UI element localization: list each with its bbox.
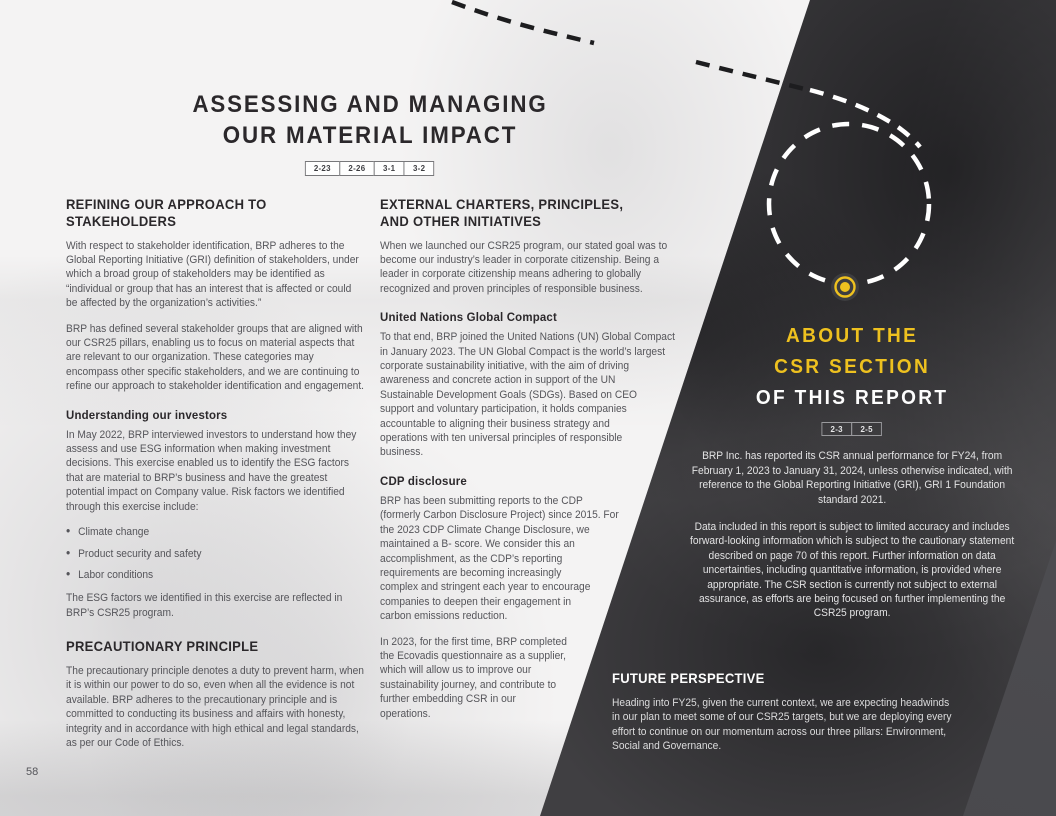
about-csr-heading-line1: ABOUT THE — [786, 324, 919, 347]
stakeholders-paragraph-1: With respect to stakeholder identification, BRP adheres to the Global Reporting Initiative (GRI) definition of stakeholders, under which a broad group of stakeholders may be identified as “individual or group that has an interest that is affected or could be affected by the organization’s activities.” — [66, 239, 359, 310]
precautionary-paragraph: The precautionary principle denotes a duty to prevent harm, when it is within our power to do so, even when all the evidence is not available. BRP adheres to the precautionary principle and is committed to conducting its business and affairs with honesty, integrity and in accordance with high ethical and legal standards, as per our Code of Ethics. — [66, 664, 364, 749]
gri-tag: 2-5 — [851, 422, 882, 436]
cdp-paragraph-1: BRP has been submitting reports to the CDP (formerly Carbon Disclosure Project) since 2015. For the 2023 CDP Climate Change Disclosure, we maintained a B- score. We consider this an accomplishment, as the CDP’s reporting requirements are becoming increasingly complex and stringent each year to encourage companies to deepen their engagement in carbon emissions reduction. — [380, 494, 619, 623]
external-intro-paragraph: When we launched our CSR25 program, our stated goal was to become our industry’s leader in corporate citizenship. Being a leader in corporate citizenship means adhering to globally recognized and proven principles of responsible business. — [380, 239, 668, 295]
gri-tag: 2-26 — [339, 161, 375, 175]
future-perspective-heading: FUTURE PERSPECTIVE — [612, 670, 765, 686]
page-title-line1: ASSESSING AND MANAGING — [192, 91, 548, 118]
gri-tag: 3-2 — [404, 161, 435, 175]
external-charters-heading-line1: EXTERNAL CHARTERS, PRINCIPLES, — [380, 196, 624, 212]
about-csr-section — [681, 320, 1023, 621]
future-perspective-paragraph: Heading into FY25, given the current context, we are expecting headwinds in our plan to meet some of our CSR25 targets, but we are deploying every effort to continue on our momentum across our three pillars: Environment, Social and Governance. — [612, 696, 952, 753]
cdp-paragraph-2: In 2023, for the first time, BRP completed the Ecovadis questionnaire as a supplier, which will allow us to improve our sustainability journey, and contribute to further embedding CSR in our operations. — [380, 635, 567, 720]
about-csr-heading — [681, 320, 1023, 413]
about-csr-paragraph-2: Data included in this report is subject to limited accuracy and includes forward-looking information which is subject to the cautionary statement described on page 70 of this report. Further information on data uncertainties, including quantitative information, is provided where appropriate. The CSR section is currently not subject to external assurance, as efforts are being focused on further implementing the CSR25 program. — [690, 520, 1015, 620]
page-title-line2: OUR MATERIAL IMPACT — [222, 121, 518, 149]
stakeholders-section — [66, 196, 365, 761]
about-csr-heading-line3: OF THIS REPORT — [755, 386, 949, 409]
list-item: • Climate change — [66, 525, 365, 539]
esg-risk-factor-list — [66, 525, 365, 582]
list-item: • Product security and safety — [66, 547, 365, 561]
stakeholders-paragraph-2: BRP has defined several stakeholder groups that are aligned with our CSR25 pillars, enabling us to focus on material aspects that are relevant to our organization. These categories may encompass other specific stakeholders, and we are continuing to refine our approach to stakeholder identification and engagement. — [66, 322, 365, 393]
precautionary-heading: PRECAUTIONARY PRINCIPLE — [66, 638, 259, 655]
investors-subheading: Understanding our investors — [66, 407, 228, 422]
gri-tag-row — [681, 422, 1023, 436]
gri-tag: 2-3 — [821, 422, 852, 436]
gri-tag: 2-23 — [305, 161, 341, 175]
ungc-subheading: United Nations Global Compact — [380, 310, 557, 325]
esg-closing-paragraph: The ESG factors we identified in this exercise are reflected in BRP’s CSR25 program. — [66, 592, 343, 619]
investors-paragraph: In May 2022, BRP interviewed investors to understand how they assess and use ESG information when making investment decisions. This exercise enabled us to identify the ESG factors that are material to BRP’s business and have the greatest potential impact on Company value. Risk factors we identified through this exercise include: — [66, 428, 357, 513]
page-title-block — [170, 90, 570, 176]
external-charters-heading-line2: AND OTHER INITIATIVES — [380, 212, 542, 229]
page-number: 58 — [26, 766, 39, 778]
page-title — [170, 90, 570, 151]
list-item: • Labor conditions — [66, 568, 365, 582]
gri-tag-row — [170, 161, 570, 175]
ungc-paragraph: To that end, BRP joined the United Nations (UN) Global Compact in January 2023. The UN Global Compact is the world’s largest corporate sustainability initiative, with the aim of driving awareness and concrete action in support of the UN Sustainable Development Goals (SDGs). Based on CEO support and voluntary participation, it holds companies accountable to aligning their business strategy and operations with ten universal principles of responsible business. — [380, 331, 675, 459]
stakeholders-heading: REFINING OUR APPROACH TO STAKEHOLDERS — [66, 196, 267, 229]
about-csr-paragraph-1: BRP Inc. has reported its CSR annual performance for FY24, from February 1, 2023 to January 31, 2024, unless otherwise indicated, with reference to the Global Reporting Initiative (GRI), GRI 1 Foundation standard 2021. — [691, 450, 1013, 506]
cdp-subheading: CDP disclosure — [380, 473, 467, 488]
about-csr-heading-line2: CSR SECTION — [774, 355, 931, 378]
gri-tag: 3-1 — [374, 161, 405, 175]
future-perspective-section — [612, 670, 973, 764]
